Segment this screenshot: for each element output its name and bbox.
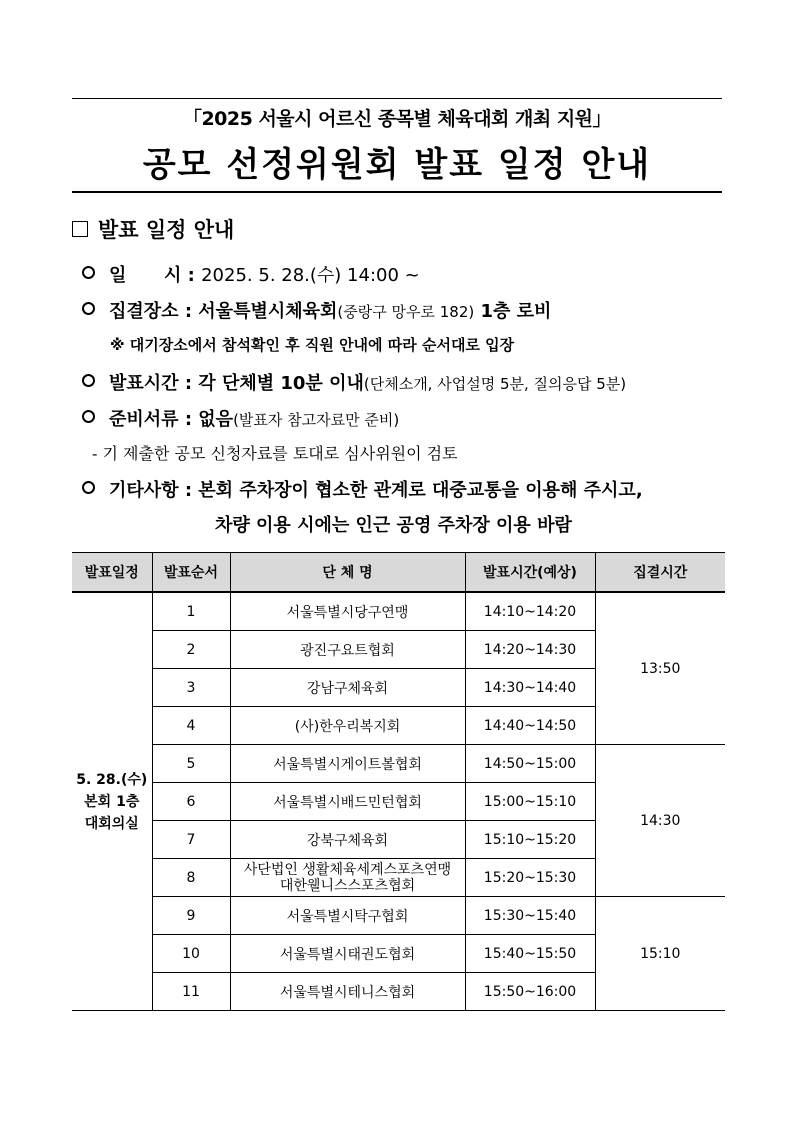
time-cell: 15:30~15:40 <box>465 897 595 935</box>
table-row <box>72 592 725 631</box>
order-cell: 4 <box>152 707 230 745</box>
place-floor: 1층 로비 <box>474 301 552 322</box>
time-cell: 15:20~15:30 <box>465 859 595 897</box>
circle-bullet-icon <box>82 410 95 423</box>
order-cell: 3 <box>152 669 230 707</box>
date-cell-room: 대회의실 <box>84 815 139 832</box>
header-assembly-time: 집결시간 <box>595 553 725 593</box>
table-header-row <box>72 553 725 593</box>
time-cell: 14:10~14:20 <box>465 592 595 631</box>
order-cell: 9 <box>152 897 230 935</box>
date-location-cell <box>72 592 152 1011</box>
etc-value-line2: 차량 이용 시에는 인근 공영 주차장 이용 바람 <box>215 515 572 536</box>
table-row <box>72 745 725 783</box>
time-cell: 14:30~14:40 <box>465 669 595 707</box>
org-cell: 서울특별시당구연맹 <box>230 592 465 631</box>
time-label: 발표시간 : <box>109 373 199 394</box>
time-cell: 14:50~15:00 <box>465 745 595 783</box>
date-item <box>82 261 420 287</box>
circle-bullet-icon <box>82 481 95 494</box>
org-cell: 서울특별시배드민턴협회 <box>230 783 465 821</box>
document-title: 공모 선정위원회 발표 일정 안내 <box>142 145 652 185</box>
time-cell: 15:00~15:10 <box>465 783 595 821</box>
docs-note: - 기 제출한 공모 신청자료를 토대로 심사위원이 검토 <box>92 444 458 463</box>
org-cell: 서울특별시게이트볼협회 <box>230 745 465 783</box>
time-cell: 14:20~14:30 <box>465 631 595 669</box>
org-cell: (사)한우리복지회 <box>230 707 465 745</box>
org-cell <box>230 859 465 897</box>
org-cell: 서울특별시테니스협회 <box>230 973 465 1011</box>
circle-bullet-icon <box>82 302 95 315</box>
date-label: 일 시 : <box>109 265 202 286</box>
docs-detail: (발표자 참고자료만 준비) <box>233 411 400 429</box>
order-cell: 7 <box>152 821 230 859</box>
circle-bullet-icon <box>82 266 95 279</box>
date-cell-date: 5. 28.(수) <box>76 771 148 788</box>
order-cell: 10 <box>152 935 230 973</box>
docs-value: 없음 <box>198 409 234 430</box>
time-detail: (단체소개, 사업설명 5분, 질의응답 5분) <box>363 375 627 393</box>
order-cell: 11 <box>152 973 230 1011</box>
place-address: (중랑구 망우로 182) <box>337 303 475 321</box>
order-cell: 2 <box>152 631 230 669</box>
place-item <box>82 297 551 323</box>
section-heading-text: 발표 일정 안내 <box>98 218 235 242</box>
etc-value-line1: 본회 주차장이 협소한 관계로 대중교통을 이용해 주시고, <box>198 480 643 501</box>
header-presentation-order: 발표순서 <box>152 553 230 593</box>
time-cell: 15:10~15:20 <box>465 821 595 859</box>
time-value: 각 단체별 10분 이내 <box>198 373 364 394</box>
header-organization-name: 단 체 명 <box>230 553 465 593</box>
order-cell: 1 <box>152 592 230 631</box>
document-subtitle: 「2025 서울시 어르신 종목별 체육대회 개최 지원」 <box>182 108 612 130</box>
org-cell: 서울특별시태권도협회 <box>230 935 465 973</box>
section-heading <box>72 214 234 244</box>
schedule-table <box>72 552 725 1011</box>
org-name-line2: 대한웰니스스포츠협회 <box>279 877 416 894</box>
title-box <box>72 98 722 193</box>
time-cell: 15:40~15:50 <box>465 935 595 973</box>
org-cell: 강북구체육회 <box>230 821 465 859</box>
etc-item <box>82 476 643 502</box>
place-value: 서울특별시체육회 <box>198 301 338 322</box>
header-presentation-time: 발표시간(예상) <box>465 553 595 593</box>
order-cell: 6 <box>152 783 230 821</box>
org-name-line1: 사단법인 생활체육세계스포츠연맹 <box>243 861 452 878</box>
order-cell: 5 <box>152 745 230 783</box>
place-note: ※ 대기장소에서 참석확인 후 직원 안내에 따라 순서대로 입장 <box>110 336 515 354</box>
header-presentation-date: 발표일정 <box>72 553 152 593</box>
docs-label: 준비서류 : <box>109 409 199 430</box>
org-cell: 강남구체육회 <box>230 669 465 707</box>
assembly-time-cell: 13:50 <box>595 592 725 745</box>
assembly-time-cell: 15:10 <box>595 897 725 1011</box>
order-cell: 8 <box>152 859 230 897</box>
assembly-time-cell: 14:30 <box>595 745 725 897</box>
docs-item <box>82 405 399 431</box>
org-cell: 서울특별시탁구협회 <box>230 897 465 935</box>
checkbox-icon <box>72 221 88 237</box>
date-cell-floor: 본회 1층 <box>84 793 140 810</box>
time-cell: 14:40~14:50 <box>465 707 595 745</box>
table-row <box>72 897 725 935</box>
org-cell: 광진구요트협회 <box>230 631 465 669</box>
time-item <box>82 369 626 395</box>
place-label: 집결장소 : <box>109 301 199 322</box>
time-cell: 15:50~16:00 <box>465 973 595 1011</box>
etc-label: 기타사항 : <box>109 480 199 501</box>
circle-bullet-icon <box>82 374 95 387</box>
date-value: 2025. 5. 28.(수) 14:00 ~ <box>201 265 420 286</box>
